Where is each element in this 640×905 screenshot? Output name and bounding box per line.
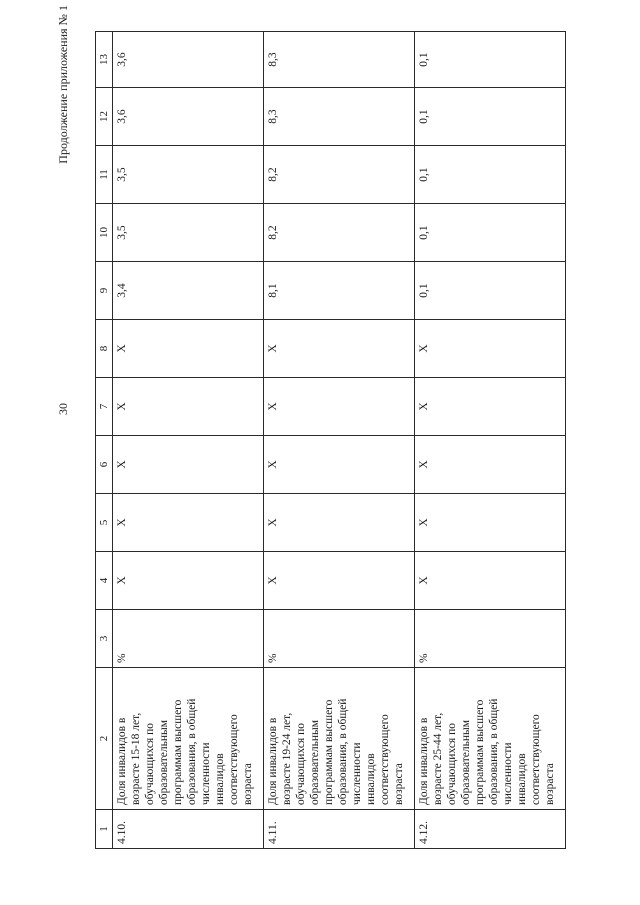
value-cell: X [264,436,415,494]
table-row [264,32,415,849]
value-cell: 3,6 [113,88,264,146]
column-number: 9 [96,262,113,320]
row-number: 4.11. [264,810,415,849]
indicator-name: Доля инвалидов в возрасте 25-44 лет, обучающихся по образовательным программам высшего образования, в общей численности инвалидов соответствующего возраста [415,668,566,810]
column-number: 11 [96,146,113,204]
table-row [415,32,566,849]
value-cell: 8,2 [264,204,415,262]
column-number: 10 [96,204,113,262]
column-number: 2 [96,668,113,810]
value-cell: X [113,436,264,494]
value-cell: 0,1 [415,146,566,204]
column-number: 5 [96,494,113,552]
unit-cell: % [113,610,264,668]
value-cell: X [113,552,264,610]
value-cell: X [264,378,415,436]
column-number: 8 [96,320,113,378]
indicators-table [95,31,566,849]
column-number: 1 [96,810,113,849]
value-cell: X [415,494,566,552]
unit-cell: % [415,610,566,668]
row-number: 4.12. [415,810,566,849]
unit-cell: % [264,610,415,668]
value-cell: X [415,378,566,436]
column-number: 12 [96,88,113,146]
value-cell: 0,1 [415,88,566,146]
row-number: 4.10. [113,810,264,849]
value-cell: 8,3 [264,32,415,88]
value-cell: 0,1 [415,262,566,320]
value-cell: 3,6 [113,32,264,88]
column-number: 7 [96,378,113,436]
column-number-row [96,32,113,849]
value-cell: 3,5 [113,204,264,262]
value-cell: 0,1 [415,32,566,88]
column-number: 6 [96,436,113,494]
value-cell: X [113,320,264,378]
value-cell: X [264,320,415,378]
page-number: 30 [56,403,70,415]
value-cell: X [264,494,415,552]
value-cell: 8,1 [264,262,415,320]
value-cell: X [415,320,566,378]
value-cell: 0,1 [415,204,566,262]
value-cell: X [113,494,264,552]
value-cell: X [264,552,415,610]
indicator-name: Доля инвалидов в возрасте 19-24 лет, обучающихся по образовательным программам высшего образования, в общей численности инвалидов соответствующего возраста [264,668,415,810]
appendix-caption: Продолжение приложения № 1 [56,5,70,164]
value-cell: 8,3 [264,88,415,146]
value-cell: 3,4 [113,262,264,320]
column-number: 4 [96,552,113,610]
value-cell: X [415,436,566,494]
value-cell: X [415,552,566,610]
column-number: 3 [96,610,113,668]
value-cell: 8,2 [264,146,415,204]
value-cell: X [113,378,264,436]
value-cell: 3,5 [113,146,264,204]
table-row [113,32,264,849]
indicator-name: Доля инвалидов в возрасте 15-18 лет, обучающихся по образовательным программам высшего образования, в общей численности инвалидов соответствующего возраста [113,668,264,810]
column-number: 13 [96,32,113,88]
